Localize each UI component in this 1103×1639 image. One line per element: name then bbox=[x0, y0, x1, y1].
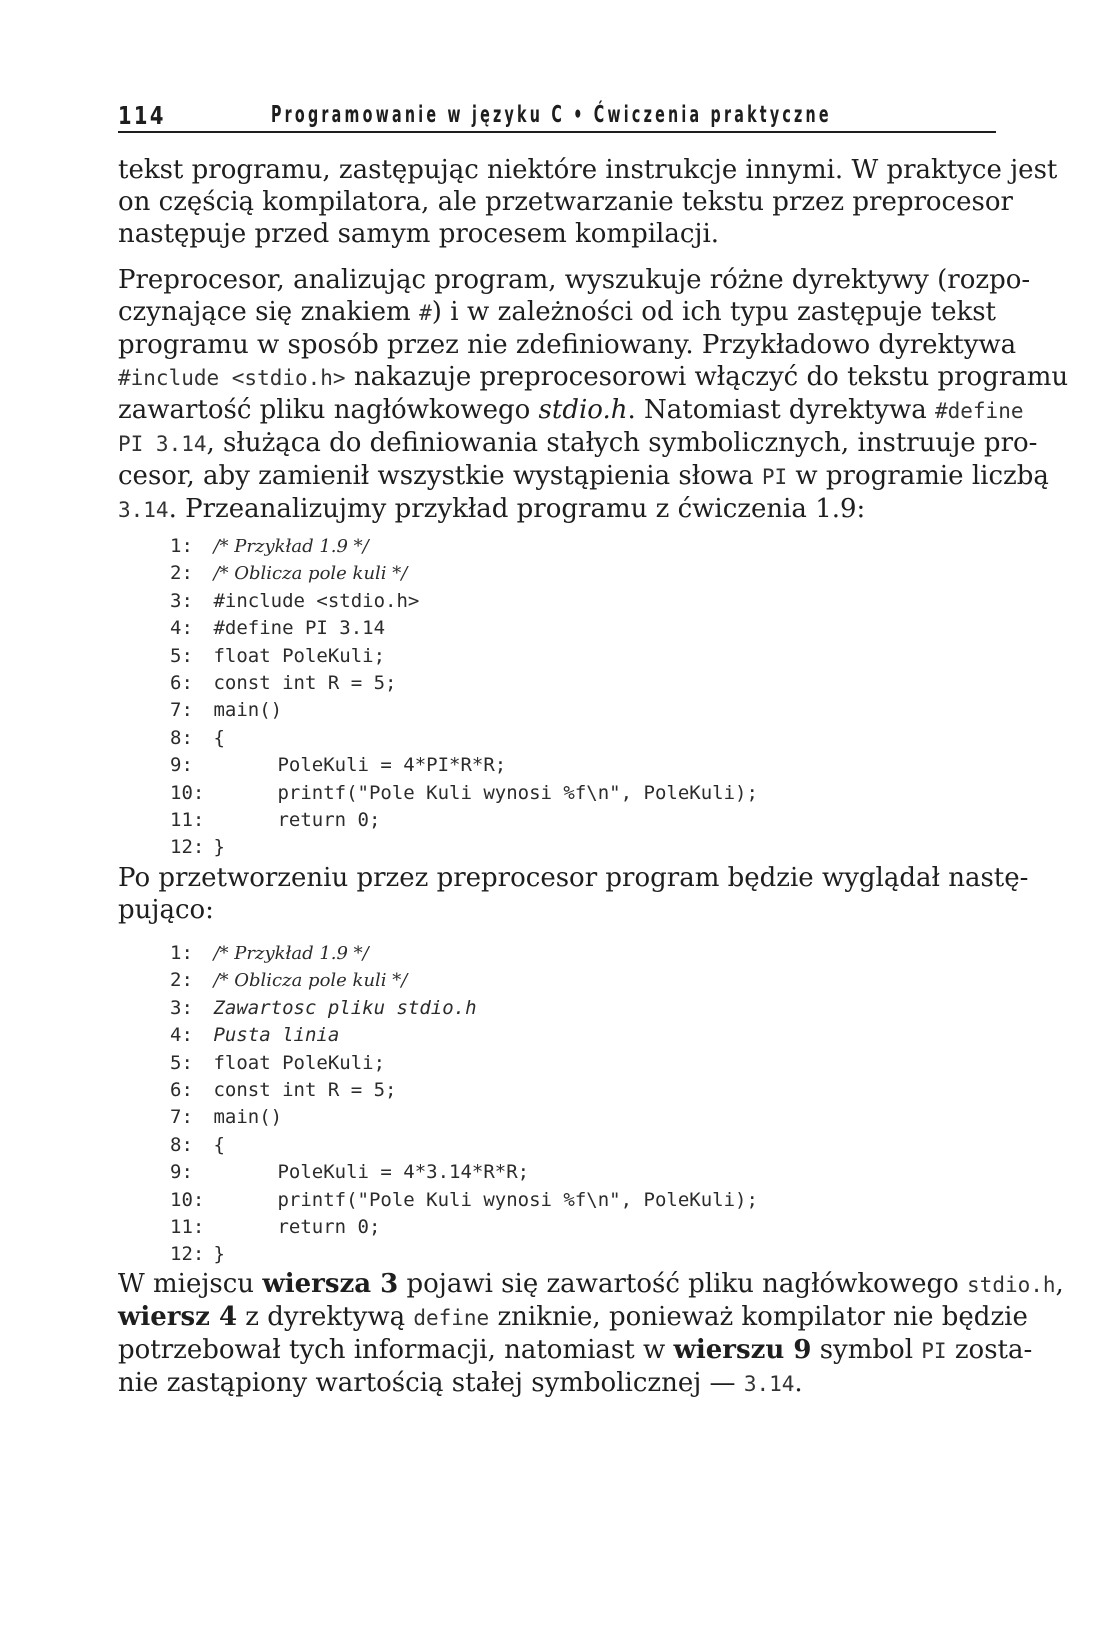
inline-code: 3.14 bbox=[118, 498, 169, 522]
bold-term: wierszu 9 bbox=[673, 1335, 812, 1365]
code-text: float PoleKuli; bbox=[213, 1051, 386, 1074]
text-line: tekst programu, zastępując niektóre instrukcje innymi. W praktyce jest bbox=[118, 155, 1058, 185]
code-text: #define PI 3.14 bbox=[213, 617, 386, 640]
code-line bbox=[170, 1050, 930, 1077]
line-number: 9: bbox=[170, 754, 193, 777]
bold-term: wiersza 3 bbox=[262, 1269, 399, 1299]
code-listing-2 bbox=[170, 940, 930, 1269]
inline-code: PI bbox=[761, 465, 788, 489]
inline-code: # bbox=[419, 301, 432, 325]
code-line bbox=[170, 615, 930, 642]
code-text: const int R = 5; bbox=[213, 671, 397, 694]
code-text: } bbox=[213, 1243, 225, 1266]
code-line bbox=[170, 807, 930, 834]
line-number: 5: bbox=[170, 644, 193, 667]
code-text: #include <stdio.h> bbox=[213, 589, 420, 612]
line-number: 3: bbox=[170, 589, 193, 612]
running-head: Programowanie w języku C • Ćwiczenia praktyczne bbox=[271, 102, 832, 128]
line-number: 10: bbox=[170, 1188, 205, 1211]
line-number: 6: bbox=[170, 671, 193, 694]
line-number: 8: bbox=[170, 726, 193, 749]
code-text: const int R = 5; bbox=[213, 1078, 397, 1101]
code-line bbox=[170, 940, 930, 967]
inline-code: 3.14 bbox=[743, 1372, 795, 1396]
line-number: 7: bbox=[170, 1106, 193, 1129]
line-number: 5: bbox=[170, 1051, 193, 1074]
paragraph-intro bbox=[118, 154, 1058, 250]
code-line bbox=[170, 1022, 930, 1049]
code-text: printf("Pole Kuli wynosi %f\n", PoleKuli); bbox=[277, 781, 758, 804]
code-comment: /* Oblicza pole kuli */ bbox=[213, 563, 408, 585]
code-comment: /* Oblicza pole kuli */ bbox=[213, 970, 408, 992]
line-number: 4: bbox=[170, 617, 193, 640]
line-number: 1: bbox=[170, 942, 193, 964]
code-text: return 0; bbox=[277, 1215, 381, 1238]
code-line bbox=[170, 533, 930, 560]
code-line bbox=[170, 670, 930, 697]
inline-code: #include <stdio.h> bbox=[118, 366, 346, 390]
text-line: zawartość pliku nagłówkowego stdio.h. Natomiast dyrektywa #define bbox=[118, 395, 1024, 425]
code-text: { bbox=[213, 1133, 225, 1156]
line-number: 3: bbox=[170, 996, 193, 1019]
code-text: main() bbox=[213, 1106, 283, 1129]
text-line: #include <stdio.h> nakazuje preprocesorowi włączyć do tekstu programu bbox=[118, 362, 1069, 392]
text-line: programu w sposób przez nie zdefiniowany. Przykładowo dyrektywa bbox=[118, 330, 1017, 360]
code-line bbox=[170, 1214, 930, 1241]
code-line bbox=[170, 780, 930, 807]
line-number: 1: bbox=[170, 535, 193, 557]
code-line bbox=[170, 1104, 930, 1131]
code-line bbox=[170, 1159, 930, 1186]
code-text: PoleKuli = 4*PI*R*R; bbox=[277, 754, 507, 777]
code-placeholder: Zawartosc pliku stdio.h bbox=[213, 996, 477, 1019]
line-number: 12: bbox=[170, 836, 205, 859]
code-text: return 0; bbox=[277, 808, 381, 831]
page-header bbox=[118, 101, 996, 133]
bold-term: wiersz 4 bbox=[118, 1302, 238, 1332]
code-comment: /* Przykład 1.9 */ bbox=[213, 536, 369, 557]
text-line: W miejscu wiersza 3 pojawi się zawartość pliku nagłówkowego stdio.h, bbox=[118, 1269, 1064, 1299]
code-line bbox=[170, 643, 930, 670]
text-line: pująco: bbox=[118, 895, 214, 925]
text-line: cesor, aby zamienił wszystkie wystąpienia słowa PI w programie liczbą bbox=[118, 461, 1049, 491]
page-number: 114 bbox=[118, 101, 166, 130]
inline-code: PI bbox=[921, 1339, 947, 1363]
code-line bbox=[170, 1077, 930, 1104]
code-line bbox=[170, 967, 930, 994]
paragraph-after-preprocessing bbox=[118, 862, 1029, 926]
code-comment: /* Przykład 1.9 */ bbox=[213, 943, 369, 964]
paragraph-conclusion bbox=[118, 1268, 1064, 1400]
line-number: 6: bbox=[170, 1078, 193, 1101]
code-text: printf("Pole Kuli wynosi %f\n", PoleKuli); bbox=[277, 1188, 758, 1211]
code-line bbox=[170, 725, 930, 752]
line-number: 7: bbox=[170, 699, 193, 722]
code-text: float PoleKuli; bbox=[213, 644, 386, 667]
line-number: 8: bbox=[170, 1133, 193, 1156]
text-line: nie zastąpiony wartością stałej symbolicznej — 3.14. bbox=[118, 1368, 803, 1398]
inline-code: define bbox=[413, 1306, 490, 1330]
code-text: } bbox=[213, 836, 225, 859]
code-placeholder: Pusta linia bbox=[213, 1024, 340, 1047]
text-line: 3.14. Przeanalizujmy przykład programu z ćwiczenia 1.9: bbox=[118, 494, 866, 524]
line-number: 4: bbox=[170, 1024, 193, 1047]
code-text: PoleKuli = 4*3.14*R*R; bbox=[277, 1161, 530, 1184]
code-line bbox=[170, 1132, 930, 1159]
text-line: potrzebował tych informacji, natomiast w wierszu 9 symbol PI zosta- bbox=[118, 1335, 1033, 1365]
inline-code: #define bbox=[934, 399, 1024, 423]
code-line bbox=[170, 588, 930, 615]
code-text: main() bbox=[213, 699, 283, 722]
text-line: wiersz 4 z dyrektywą define zniknie, ponieważ kompilator nie będzie bbox=[118, 1302, 1028, 1332]
code-line bbox=[170, 834, 930, 861]
line-number: 12: bbox=[170, 1243, 205, 1266]
text-line: on częścią kompilatora, ale przetwarzanie tekstu przez preprocesor bbox=[118, 187, 1013, 217]
text-line: następuje przed samym procesem kompilacji. bbox=[118, 219, 720, 249]
line-number: 11: bbox=[170, 1215, 205, 1238]
code-line bbox=[170, 697, 930, 724]
text-line: czynające się znakiem #) i w zależności od ich typu zastępuje tekst bbox=[118, 297, 996, 327]
line-number: 9: bbox=[170, 1161, 193, 1184]
line-number: 2: bbox=[170, 562, 193, 585]
paragraph-preprocessor bbox=[118, 264, 1069, 526]
italic-filename: stdio.h bbox=[538, 395, 628, 425]
line-number: 2: bbox=[170, 969, 193, 992]
line-number: 11: bbox=[170, 808, 205, 831]
code-line bbox=[170, 560, 930, 587]
code-line bbox=[170, 995, 930, 1022]
code-line bbox=[170, 1241, 930, 1268]
code-text: { bbox=[213, 726, 225, 749]
text-line: PI 3.14, służąca do definiowania stałych symbolicznych, instruuje pro- bbox=[118, 428, 1038, 458]
text-line: Po przetworzeniu przez preprocesor program będzie wyglądał nastę- bbox=[118, 863, 1029, 893]
code-line bbox=[170, 1187, 930, 1214]
code-line bbox=[170, 752, 930, 779]
code-listing-1 bbox=[170, 533, 930, 862]
line-number: 10: bbox=[170, 781, 205, 804]
inline-code: stdio.h bbox=[967, 1273, 1056, 1297]
inline-code: PI 3.14 bbox=[118, 432, 207, 456]
text-line: Preprocesor, analizując program, wyszukuje różne dyrektywy (rozpo- bbox=[118, 265, 1031, 295]
